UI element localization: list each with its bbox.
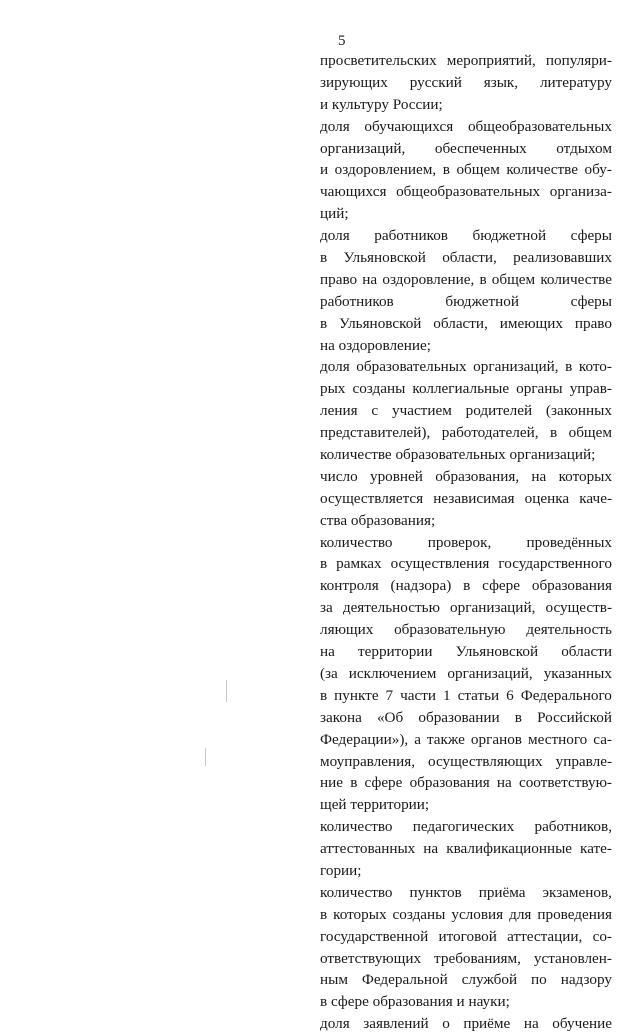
text-word: обеспеченных bbox=[434, 139, 527, 157]
text-word: ние bbox=[320, 774, 343, 792]
text-word: проведённых bbox=[526, 533, 612, 551]
text-word: популяри- bbox=[545, 52, 612, 69]
text-word: за bbox=[320, 599, 333, 617]
text-word: оценка bbox=[524, 489, 570, 507]
text-line: гории; bbox=[320, 861, 362, 879]
text-word: на bbox=[320, 643, 335, 661]
text-word: экзаменов, bbox=[542, 883, 612, 901]
text-line bbox=[320, 575, 612, 597]
text-word: чающихся bbox=[320, 183, 387, 201]
text-word: количество bbox=[320, 533, 393, 551]
text-word: управ- bbox=[569, 380, 612, 398]
text-line bbox=[320, 553, 612, 575]
text-word: пунктов bbox=[409, 883, 462, 901]
text-line bbox=[320, 378, 612, 400]
text-word: органов bbox=[470, 730, 522, 748]
text-line bbox=[320, 466, 612, 488]
text-word: деятельностью bbox=[342, 599, 440, 617]
text-word: осуществления bbox=[390, 555, 490, 573]
text-word: общеобразовательных bbox=[467, 117, 612, 135]
text-word: обучающихся bbox=[364, 117, 454, 135]
text-word: оздоровление, bbox=[382, 270, 475, 288]
text-word: в bbox=[320, 249, 328, 267]
text-word: квалификационные bbox=[446, 840, 573, 858]
text-word: бюджетной bbox=[445, 292, 519, 310]
scan-artifact-mark bbox=[226, 680, 227, 702]
text-word: моуправления, bbox=[320, 752, 416, 770]
text-word: педагогических bbox=[412, 818, 515, 836]
text-line bbox=[320, 159, 612, 181]
text-line: количестве образовательных организаций; bbox=[320, 446, 596, 464]
text-word: образования, bbox=[435, 467, 520, 485]
text-line bbox=[320, 138, 612, 160]
text-word: Ульяновской bbox=[343, 249, 426, 267]
text-word: в bbox=[479, 270, 487, 288]
text-word: оздоровлением, bbox=[334, 161, 437, 179]
text-word: организаций, bbox=[447, 664, 533, 682]
text-word: «Об bbox=[376, 708, 404, 726]
text-line bbox=[320, 247, 612, 269]
text-word: которых bbox=[333, 905, 387, 923]
page-number: 5 bbox=[338, 33, 346, 49]
text-word: организаций, bbox=[473, 358, 559, 376]
text-word: в bbox=[350, 774, 358, 792]
text-word: участием bbox=[391, 402, 452, 420]
text-line: щей территории; bbox=[320, 796, 430, 814]
text-word: созданы bbox=[352, 380, 406, 398]
text-word: Ульяновской bbox=[339, 314, 422, 332]
text-word: о bbox=[442, 1015, 450, 1033]
text-word: в bbox=[549, 424, 558, 442]
text-line: на оздоровление; bbox=[320, 336, 431, 354]
text-word: аттестации, bbox=[507, 927, 583, 945]
text-word: 7 bbox=[385, 686, 394, 704]
text-line bbox=[320, 904, 612, 926]
text-word: Ульяновской bbox=[455, 643, 539, 661]
text-word: государственной bbox=[320, 927, 429, 945]
text-word: соответствую- bbox=[518, 774, 612, 792]
text-word: службой bbox=[461, 971, 518, 989]
text-word: мероприятий, bbox=[446, 52, 536, 69]
text-word: работодателей, bbox=[441, 424, 539, 442]
text-word: органы bbox=[516, 380, 563, 398]
text-word: рых bbox=[320, 380, 346, 398]
text-line bbox=[320, 356, 612, 378]
text-word: осуществляющих bbox=[428, 752, 543, 770]
text-word: ным bbox=[320, 971, 348, 989]
text-line bbox=[320, 926, 612, 948]
text-word: сфере bbox=[482, 577, 520, 595]
text-word: Федеральной bbox=[361, 971, 448, 989]
text-word: итоговой bbox=[438, 927, 497, 945]
text-line bbox=[320, 532, 612, 554]
text-word: приёме bbox=[463, 1015, 511, 1033]
text-word: обучение bbox=[552, 1015, 612, 1033]
text-word: (за bbox=[320, 664, 338, 682]
text-word: общем bbox=[456, 161, 500, 179]
document-text-block bbox=[320, 50, 612, 1035]
text-word: родителей bbox=[465, 402, 533, 420]
text-word: реализовавших bbox=[513, 249, 612, 267]
text-line bbox=[320, 663, 612, 685]
text-word: исключением bbox=[348, 664, 437, 682]
text-word: пункте bbox=[334, 686, 379, 704]
text-word: работников bbox=[374, 227, 448, 245]
text-line bbox=[320, 707, 612, 729]
text-word: в bbox=[565, 358, 573, 376]
text-word: на bbox=[423, 840, 439, 858]
text-word: независимая bbox=[433, 489, 515, 507]
text-word: русский bbox=[409, 73, 462, 91]
text-word: в bbox=[320, 314, 328, 332]
text-word: условия bbox=[451, 905, 504, 923]
text-word: организаций, bbox=[450, 599, 536, 617]
text-word: контроля bbox=[320, 577, 379, 595]
text-line bbox=[320, 313, 612, 335]
text-word: 6 bbox=[506, 686, 514, 704]
text-word: ляющих bbox=[320, 621, 374, 639]
text-word: кате- bbox=[580, 840, 612, 858]
text-word: сфере bbox=[364, 774, 403, 792]
text-word: закона bbox=[320, 708, 362, 726]
text-word: в bbox=[463, 577, 471, 595]
text-line bbox=[320, 116, 612, 138]
text-line bbox=[320, 838, 612, 860]
text-line bbox=[320, 729, 612, 751]
text-word: доля bbox=[320, 227, 350, 245]
text-word: проведения bbox=[537, 905, 612, 923]
text-word: образовательных bbox=[356, 358, 467, 376]
text-word: доля bbox=[320, 117, 350, 135]
text-word: количестве bbox=[506, 161, 579, 179]
text-word: деятельность bbox=[526, 621, 612, 639]
text-word: с bbox=[371, 402, 379, 420]
text-line bbox=[320, 225, 612, 247]
text-word: просветительских bbox=[320, 52, 437, 69]
text-word: общем bbox=[568, 424, 612, 442]
text-word: работников, bbox=[534, 818, 612, 836]
text-word: осуществляется bbox=[320, 489, 424, 507]
text-word: са- bbox=[593, 730, 612, 748]
text-word: коллегиальные bbox=[412, 380, 510, 398]
text-word: также bbox=[426, 730, 465, 748]
text-word: в bbox=[320, 555, 328, 573]
text-line: ций; bbox=[320, 205, 349, 223]
text-word: указанных bbox=[543, 664, 612, 682]
text-word: 1 bbox=[443, 686, 451, 704]
text-word: право bbox=[320, 270, 358, 288]
text-word: для bbox=[509, 905, 532, 923]
text-word: общеобразовательных bbox=[396, 183, 541, 201]
text-line bbox=[320, 72, 612, 94]
text-word: доля bbox=[320, 1015, 350, 1033]
text-word: каче- bbox=[579, 489, 612, 507]
text-word: рамках bbox=[336, 555, 382, 573]
text-line: в сфере образования и науки; bbox=[320, 993, 510, 1011]
text-word: количестве bbox=[540, 270, 612, 288]
text-line: ства образования; bbox=[320, 511, 436, 529]
text-line bbox=[320, 181, 612, 203]
text-word: аттестованных bbox=[320, 840, 416, 858]
text-word: работников bbox=[320, 292, 394, 310]
text-word: а bbox=[414, 730, 421, 748]
text-line: и культуру России; bbox=[320, 95, 443, 113]
text-line bbox=[320, 291, 612, 313]
text-word: на bbox=[496, 774, 512, 792]
text-line bbox=[320, 422, 612, 444]
text-word: представителей), bbox=[320, 424, 431, 442]
text-line bbox=[320, 772, 612, 794]
text-word: уровней bbox=[369, 467, 423, 485]
text-word: территории bbox=[357, 643, 433, 661]
text-word: проверок, bbox=[427, 533, 492, 551]
text-word: обу- bbox=[584, 161, 612, 179]
text-word: области, bbox=[442, 249, 497, 267]
text-word: зирующих bbox=[320, 73, 388, 91]
text-word: по bbox=[531, 971, 547, 989]
text-line bbox=[320, 969, 612, 991]
text-word: созданы bbox=[392, 905, 446, 923]
text-line bbox=[320, 751, 612, 773]
text-word: организаций, bbox=[320, 139, 406, 157]
text-line bbox=[320, 619, 612, 641]
text-word: в bbox=[442, 161, 450, 179]
text-word: сферы bbox=[570, 292, 612, 310]
text-word: количество bbox=[320, 818, 393, 836]
text-word: заявлений bbox=[363, 1015, 429, 1033]
text-word: Федерального bbox=[520, 686, 612, 704]
text-word: общем bbox=[491, 270, 536, 288]
text-word: количество bbox=[320, 883, 393, 901]
text-word: и bbox=[320, 161, 329, 179]
text-word: (законных bbox=[545, 402, 612, 420]
text-word: (надзора) bbox=[390, 577, 452, 595]
text-line bbox=[320, 948, 612, 970]
text-word: сферы bbox=[570, 227, 612, 245]
text-line bbox=[320, 50, 612, 72]
text-word: образовательную bbox=[394, 621, 506, 639]
text-word: организа- bbox=[549, 183, 612, 201]
text-line bbox=[320, 641, 612, 663]
scan-artifact-mark bbox=[205, 748, 206, 766]
text-word: управле- bbox=[555, 752, 612, 770]
text-word: имеющих bbox=[499, 314, 563, 332]
text-word: ления bbox=[320, 402, 358, 420]
text-word: язык, bbox=[483, 73, 519, 91]
text-word: число bbox=[320, 467, 358, 485]
text-word: отдыхом bbox=[556, 139, 612, 157]
text-word: области, bbox=[433, 314, 488, 332]
text-word: государственного bbox=[498, 555, 612, 573]
text-word: в bbox=[320, 686, 328, 704]
text-word: надзору bbox=[560, 971, 612, 989]
text-word: осуществ- bbox=[545, 599, 612, 617]
text-word: в bbox=[514, 708, 522, 726]
text-word: образования bbox=[409, 774, 490, 792]
text-word: право bbox=[574, 314, 612, 332]
text-word: установлен- bbox=[533, 949, 612, 967]
text-word: образовании bbox=[418, 708, 500, 726]
text-word: области bbox=[561, 643, 612, 661]
text-word: бюджетной bbox=[472, 227, 547, 245]
text-word: местного bbox=[527, 730, 588, 748]
text-word: статьи bbox=[457, 686, 500, 704]
text-word: требованиям, bbox=[434, 949, 521, 967]
text-word: образования bbox=[531, 577, 612, 595]
text-word: которых bbox=[558, 467, 612, 485]
text-word: кото- bbox=[578, 358, 612, 376]
text-word: Федерации»), bbox=[320, 730, 409, 748]
text-word: Российской bbox=[537, 708, 612, 726]
text-line bbox=[320, 882, 612, 904]
text-line bbox=[320, 1013, 612, 1035]
text-line bbox=[320, 488, 612, 510]
text-word: на bbox=[523, 1015, 539, 1033]
text-line bbox=[320, 400, 612, 422]
text-word: на bbox=[362, 270, 378, 288]
text-word: литературу bbox=[539, 73, 612, 91]
text-word: со- bbox=[592, 927, 612, 945]
text-word: доля bbox=[320, 358, 350, 376]
text-line bbox=[320, 685, 612, 707]
text-word: ответствующих bbox=[320, 949, 422, 967]
text-word: части bbox=[400, 686, 437, 704]
text-word: приёма bbox=[478, 883, 526, 901]
text-line bbox=[320, 597, 612, 619]
text-word: в bbox=[320, 905, 328, 923]
text-word: на bbox=[531, 467, 547, 485]
text-line bbox=[320, 816, 612, 838]
text-line bbox=[320, 269, 612, 291]
